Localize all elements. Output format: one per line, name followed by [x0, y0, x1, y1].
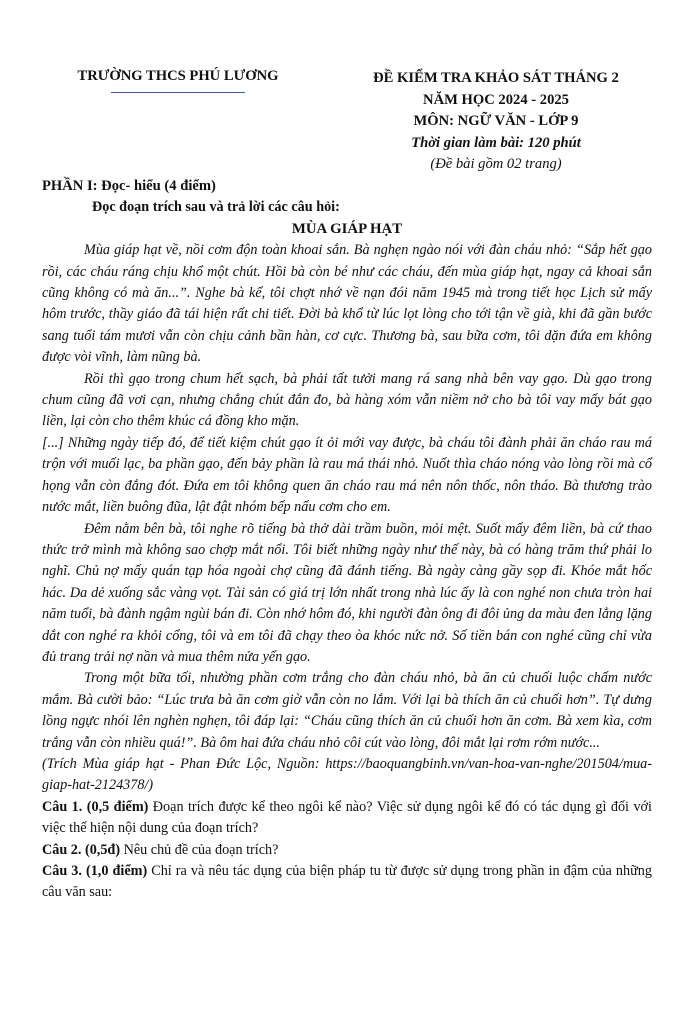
exam-time: Thời gian làm bài: 120 phút: [411, 134, 581, 151]
passage-paragraph: Mùa giáp hạt về, nồi cơm độn toàn khoai sắn. Bà nghẹn ngào nói với đàn cháu nhỏ: “Sắp hết gạo rồi, các cháu ráng chịu khổ một chút. Hồi bà còn bé như các cháu, đến mùa giáp hạt, ngay cả khoai sắn cũng không có mà ăn...”. Nghe bà kể, tôi chợt nhớ về nạn đói năm 1945 mà trong tiết học Lịch sử mấy hôm trước, thầy giáo đã tái hiện rất chi tiết. Đời bà khổ từ lúc lọt lòng cho tới tận về già, khi đã gần bước sang tuổi tám mươi vẫn còn chịu cảnh bần hàn, cơ cực. Thương bà, sau bữa cơm, tôi dặn đứa em không được vòi vĩnh, làm nũng bà.: [42, 242, 652, 366]
reading-instruction: Đọc đoạn trích sau và trả lời các câu hỏi:: [92, 199, 340, 216]
school-name: TRƯỜNG THCS PHÚ LƯƠNG: [77, 68, 279, 84]
passage-title: MÙA GIÁP HẠT: [291, 220, 403, 237]
subject: MÔN: NGỮ VĂN - LỚP 9: [413, 113, 579, 129]
question-text: Nêu chủ đề của đoạn trích?: [120, 841, 279, 858]
pages-note: (Đề bài gồm 02 trang): [430, 156, 562, 172]
passage-paragraph: [...] Những ngày tiếp đó, để tiết kiệm chút gạo ít ỏi mới vay được, bà cháu tôi đành phải ăn cháo rau má trộn với muối lạc, ba phần gạo, đến bảy phần là rau má thái nhỏ. Nuốt thìa cháo nóng vào lòng rồi mà cổ họng vẫn còn đắng đót. Đứa em tôi không quen ăn cháo rau má nên nôn thốc, nôn tháo. Bà thương trào nước mắt, liền buông đũa, lật đật nhóm bếp nấu cơm cho em.: [42, 434, 652, 516]
question-label: Câu 2. (0,5đ): [42, 841, 121, 858]
exam-header: [340, 68, 652, 176]
question-1: [42, 797, 652, 840]
school-underline: [111, 92, 245, 93]
question-2: [42, 840, 652, 861]
school-year: NĂM HỌC 2024 - 2025: [423, 91, 569, 108]
passage-paragraph: Rồi thì gạo trong chum hết sạch, bà phải tất tưởi mang rá sang nhà bên vay gạo. Dù gạo trong chum cũng đã vơi cạn, nhưng chẳng chút đắn đo, bà hàng xóm vẫn niềm nở cho bà tôi vay mấy bát gạo liền, lại còn cho thêm khúc cá đồng kho mặn.: [42, 370, 652, 430]
question-label: Câu 1. (0,5 điểm): [42, 798, 149, 815]
passage-source: (Trích Mùa giáp hạt - Phan Đức Lộc, Nguồn: https://baoquangbinh.vn/van-hoa-van-nghe/201504/mua-giap-hat-2124378/): [42, 755, 652, 794]
exam-body: [42, 176, 652, 904]
question-text: Chỉ ra và nêu tác dụng của biện pháp tu từ được sử dụng trong phần in đậm của những câu văn sau:: [42, 863, 652, 901]
question-label: Câu 3. (1,0 điểm): [42, 863, 148, 879]
passage-paragraph: Trong một bữa tối, nhường phần cơm trắng cho đàn cháu nhỏ, bà ăn củ chuối luộc chấm nước mắm. Bà cười bảo: “Lúc trưa bà ăn cơm giờ vẫn còn no lắm. Với lại bà thích ăn củ chuối hơn”. Tự dưng lồng ngực nhói lên nghèn nghẹn, tôi đáp lại: “Cháu cũng thích ăn củ chuối hơn ăn cơm. Bà xem kìa, cơm trắng vẫn còn nhiều quá!”. Bà ôm hai đứa cháu nhỏ côi cút vào lòng, đôi mắt lại rơm rớm nước...: [42, 670, 652, 751]
question-3: [42, 861, 652, 904]
part1-heading: PHẦN I: Đọc- hiểu (4 điểm): [42, 178, 216, 194]
passage-paragraph: Đêm nằm bên bà, tôi nghe rõ tiếng bà thở dài trầm buồn, mỏi mệt. Suốt mấy đêm liền, bà cứ thao thức trở mình mà không sao chợp mắt nổi. Tôi biết những ngày như thế này, bà có hàng trăm thứ phải lo nghĩ. Chủ nợ mấy quán tạp hóa ngoài chợ cũng đã đánh tiếng. Bà ngày càng gầy sọp đi. Khóe mắt hốc hác. Da dẻ xuống sắc vàng vọt. Tài sản có giá trị lớn nhất trong nhà lúc ấy là con nghé non chưa tròn hai năm tuổi, bà đành ngậm ngùi bán đi. Còn nhớ hôm đó, khi người đàn ông đi đôi ủng da màu đen lẳng lặng dắt con nghé ra khỏi cổng, tôi và em tôi đã chạy theo òa khóc nức nở. Số tiền bán con nghé cũng chỉ vừa đủ trang trải nợ nần và mua thêm nửa yến gạo.: [42, 520, 652, 665]
exam-title: ĐỀ KIỂM TRA KHẢO SÁT THÁNG 2: [373, 70, 619, 86]
question-text: Đoạn trích được kể theo ngôi kể nào? Việc sử dụng ngôi kể đó có tác dụng gì đối với việc thể hiện nội dung của đoạn trích?: [42, 798, 652, 837]
school-header: [60, 68, 296, 93]
